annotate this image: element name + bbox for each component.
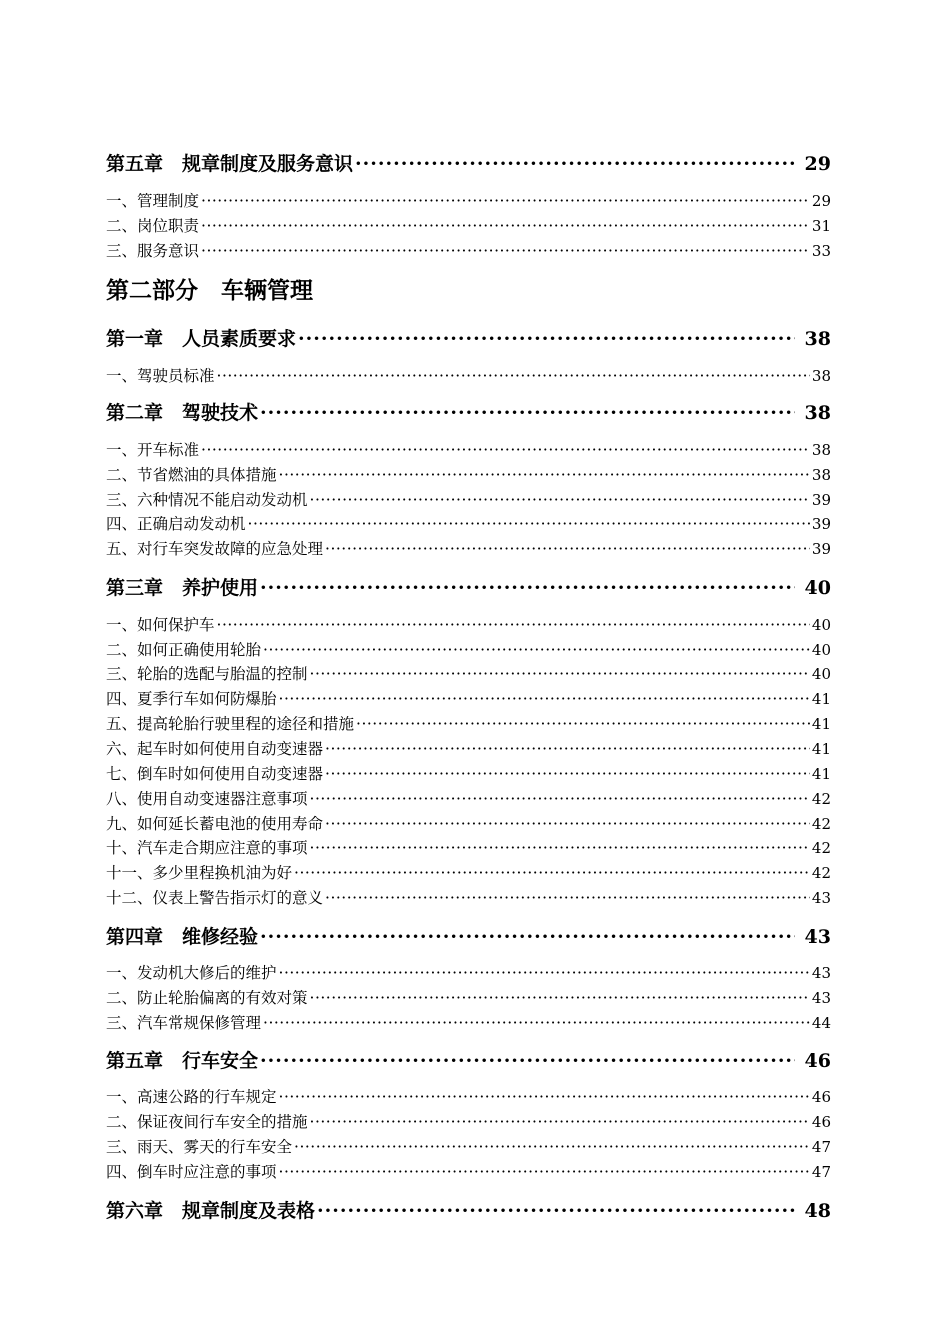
- toc-section-entry[interactable]: [106, 787, 831, 809]
- toc-section-entry[interactable]: [106, 1160, 831, 1182]
- toc-chapter-entry[interactable]: [106, 573, 831, 601]
- toc-chapter-title: 第一章 人员素质要求: [106, 328, 297, 350]
- toc-section-entry[interactable]: [106, 364, 831, 386]
- toc-chapter-entry[interactable]: [106, 149, 831, 177]
- toc-chapter-title: 第五章 行车安全: [106, 1050, 259, 1072]
- toc-section-entry[interactable]: [106, 836, 831, 858]
- dot-leader: [279, 690, 810, 708]
- toc-page-number: 38: [804, 402, 831, 424]
- toc-page-number: 38: [811, 367, 831, 385]
- toc-page-number: 43: [811, 889, 831, 907]
- toc-section-title: 一、发动机大修后的维护: [106, 964, 277, 982]
- dot-leader: [356, 715, 810, 733]
- toc-page-number: 47: [811, 1138, 831, 1156]
- toc-page-number: 41: [811, 715, 831, 733]
- dot-leader: [310, 989, 810, 1007]
- toc-page-number: 38: [804, 328, 831, 350]
- toc-section-title: 三、汽车常规保修管理: [106, 1014, 262, 1032]
- toc-page-number: 39: [811, 515, 831, 533]
- toc-chapter-entry[interactable]: [106, 1196, 831, 1224]
- dot-leader: [279, 466, 810, 484]
- toc-section-entry[interactable]: [106, 512, 831, 534]
- toc-section-title: 三、服务意识: [106, 242, 200, 260]
- dot-leader: [317, 1200, 795, 1222]
- toc-chapter-title: 第四章 维修经验: [106, 926, 259, 948]
- toc-page-number: 46: [811, 1088, 831, 1106]
- dot-leader: [201, 242, 810, 260]
- toc-part-title: 第二部分 车辆管理: [106, 277, 313, 304]
- toc-section-entry[interactable]: [106, 1110, 831, 1132]
- toc-section-title: 一、驾驶员标准: [106, 367, 215, 385]
- toc-section-title: 八、使用自动变速器注意事项: [106, 790, 308, 808]
- toc-page-number: 42: [811, 790, 831, 808]
- toc-page-number: 43: [804, 926, 831, 948]
- dot-leader: [263, 641, 810, 659]
- dot-leader: [310, 1113, 810, 1131]
- toc-section-title: 四、倒车时应注意的事项: [106, 1163, 277, 1181]
- toc-section-title: 二、防止轮胎偏离的有效对策: [106, 989, 308, 1007]
- toc-section-entry[interactable]: [106, 986, 831, 1008]
- toc-section-entry[interactable]: [106, 861, 831, 883]
- toc-section-title: 七、倒车时如何使用自动变速器: [106, 765, 324, 783]
- dot-leader: [201, 217, 810, 235]
- dot-leader: [201, 441, 810, 459]
- dot-leader: [310, 491, 810, 509]
- toc-section-entry[interactable]: [106, 886, 831, 908]
- toc-section-title: 一、管理制度: [106, 192, 200, 210]
- toc-section-title: 十二、仪表上警告指示灯的意义: [106, 889, 324, 907]
- toc-section-title: 一、高速公路的行车规定: [106, 1088, 277, 1106]
- toc-section-title: 二、节省燃油的具体措施: [106, 466, 277, 484]
- dot-leader: [260, 402, 795, 424]
- dot-leader: [263, 1014, 810, 1032]
- toc-page-number: 40: [811, 665, 831, 683]
- toc-page-number: 48: [804, 1200, 831, 1222]
- toc-page-number: 33: [811, 242, 831, 260]
- toc-page-number: 40: [811, 616, 831, 634]
- toc-page-number: 31: [811, 217, 831, 235]
- dot-leader: [217, 367, 810, 385]
- dot-leader: [294, 1138, 810, 1156]
- toc-section-title: 四、正确启动发动机: [106, 515, 246, 533]
- toc-section-entry[interactable]: [106, 214, 831, 236]
- dot-leader: [260, 1050, 795, 1072]
- toc-page-number: 40: [804, 577, 831, 599]
- toc-section-title: 二、保证夜间行车安全的措施: [106, 1113, 308, 1131]
- toc-section-title: 二、岗位职责: [106, 217, 200, 235]
- dot-leader: [325, 815, 810, 833]
- dot-leader: [260, 577, 795, 599]
- dot-leader: [325, 740, 810, 758]
- toc-section-entry[interactable]: [106, 239, 831, 261]
- dot-leader: [260, 926, 795, 948]
- toc-page-number: 39: [811, 491, 831, 509]
- toc-page-number: 39: [811, 540, 831, 558]
- toc-section-entry[interactable]: [106, 438, 831, 460]
- toc-page-number: 40: [811, 641, 831, 659]
- toc-section-entry[interactable]: [106, 189, 831, 211]
- toc-section-entry[interactable]: [106, 762, 831, 784]
- toc-page-number: 41: [811, 690, 831, 708]
- toc-section-title: 九、如何延长蓄电池的使用寿命: [106, 815, 324, 833]
- dot-leader: [310, 839, 810, 857]
- toc-chapter-title: 第三章 养护使用: [106, 577, 259, 599]
- dot-leader: [310, 790, 810, 808]
- toc-section-title: 三、六种情况不能启动发动机: [106, 491, 308, 509]
- toc-section-title: 四、夏季行车如何防爆胎: [106, 690, 277, 708]
- toc-section-title: 十一、多少里程换机油为好: [106, 864, 293, 882]
- toc-page-number: 46: [811, 1113, 831, 1131]
- toc-section-title: 一、开车标准: [106, 441, 200, 459]
- toc-section-entry[interactable]: [106, 662, 831, 684]
- dot-leader: [325, 540, 810, 558]
- toc-section-entry[interactable]: [106, 463, 831, 485]
- toc-page-number: 47: [811, 1163, 831, 1181]
- toc-page-number: 46: [804, 1050, 831, 1072]
- dot-leader: [355, 153, 795, 175]
- toc-chapter-entry[interactable]: [106, 324, 831, 352]
- toc-page-number: 29: [804, 153, 831, 175]
- toc-chapter-entry[interactable]: [106, 922, 831, 950]
- dot-leader: [325, 765, 810, 783]
- toc-section-entry[interactable]: [106, 712, 831, 734]
- toc-page-number: 41: [811, 765, 831, 783]
- toc-page-number: 38: [811, 466, 831, 484]
- dot-leader: [294, 864, 810, 882]
- toc-page-number: 42: [811, 864, 831, 882]
- dot-leader: [248, 515, 810, 533]
- toc-section-entry[interactable]: [106, 1135, 831, 1157]
- toc-section-entry[interactable]: [106, 687, 831, 709]
- toc-part-heading: [106, 272, 831, 304]
- toc-section-title: 三、雨天、雾天的行车安全: [106, 1138, 293, 1156]
- toc-section-title: 六、起车时如何使用自动变速器: [106, 740, 324, 758]
- toc-section-entry[interactable]: [106, 961, 831, 983]
- toc-section-title: 一、如何保护车: [106, 616, 215, 634]
- toc-chapter-title: 第六章 规章制度及表格: [106, 1200, 316, 1222]
- toc-chapter-title: 第五章 规章制度及服务意识: [106, 153, 354, 175]
- toc-section-entry[interactable]: [106, 613, 831, 635]
- dot-leader: [279, 1088, 810, 1106]
- dot-leader: [217, 616, 810, 634]
- toc-section-title: 二、如何正确使用轮胎: [106, 641, 262, 659]
- toc-section-entry[interactable]: [106, 1011, 831, 1033]
- dot-leader: [279, 1163, 810, 1181]
- toc-section-title: 三、轮胎的选配与胎温的控制: [106, 665, 308, 683]
- toc-page-number: 42: [811, 839, 831, 857]
- toc-section-entry[interactable]: [106, 638, 831, 660]
- toc-chapter-entry[interactable]: [106, 398, 831, 426]
- toc-section-title: 五、提高轮胎行驶里程的途径和措施: [106, 715, 355, 733]
- toc-page-number: 38: [811, 441, 831, 459]
- toc-section-entry[interactable]: [106, 488, 831, 510]
- toc-section-entry[interactable]: [106, 537, 831, 559]
- dot-leader: [201, 192, 810, 210]
- toc-section-entry[interactable]: [106, 737, 831, 759]
- dot-leader: [298, 328, 795, 350]
- toc-page-number: 41: [811, 740, 831, 758]
- toc-page-number: 43: [811, 989, 831, 1007]
- toc-page-number: 29: [811, 192, 831, 210]
- toc-chapter-entry[interactable]: [106, 1046, 831, 1074]
- dot-leader: [279, 964, 810, 982]
- toc-section-title: 五、对行车突发故障的应急处理: [106, 540, 324, 558]
- toc-section-entry[interactable]: [106, 1085, 831, 1107]
- toc-chapter-title: 第二章 驾驶技术: [106, 402, 259, 424]
- toc-page-number: 44: [811, 1014, 831, 1032]
- toc-page-number: 42: [811, 815, 831, 833]
- toc-section-entry[interactable]: [106, 812, 831, 834]
- dot-leader: [310, 665, 810, 683]
- toc-page-number: 43: [811, 964, 831, 982]
- dot-leader: [325, 889, 810, 907]
- toc-section-title: 十、汽车走合期应注意的事项: [106, 839, 308, 857]
